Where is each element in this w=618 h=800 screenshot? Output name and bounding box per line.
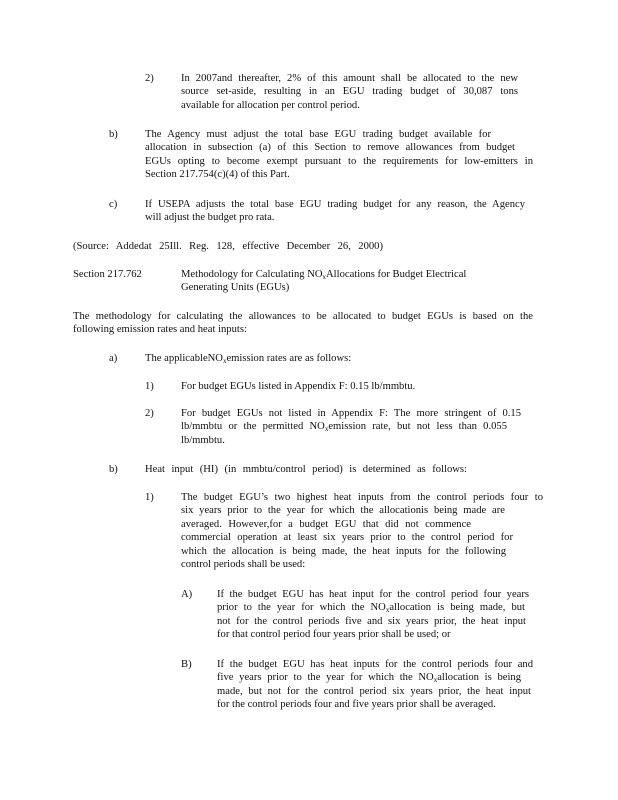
item-text	[217, 658, 534, 712]
section-number: Section 217.762	[73, 269, 142, 280]
item-label: c)	[109, 199, 118, 210]
item-label: b)	[109, 464, 118, 475]
text-line: five years prior to the year for which the $NO_xallocation$ is being	[217, 672, 521, 685]
title-line: Methodology for Calculating $NO_xAllocations$ for Budget Electrical	[181, 269, 467, 281]
text-line: for that control period four years prior shall be used; or	[217, 629, 451, 641]
text-line: The Agency must adjust the total base EGU trading budget available for	[145, 129, 491, 140]
text-line: The budget EGU’s two highest heat inputs from the control periods four to	[181, 492, 543, 503]
text-line: For budget EGUs listed in Appendix F: 0.15 lb/mmbtu.	[181, 381, 416, 392]
text-line: allocation in subsection (a) of this Section to remove allowances from budget	[145, 142, 515, 154]
text-line: EGUs opting to become exempt pursuant to the requirements for low-emitters in	[145, 155, 533, 167]
source-text: (Source: Addedat 25Ill. Reg. 128, effective December 26, 2000)	[73, 241, 383, 252]
item-label: 1)	[145, 492, 154, 503]
text-line: If the budget EGU has heat inputs for the control periods four and	[217, 659, 533, 670]
item-text	[181, 407, 521, 447]
item-text	[181, 72, 518, 112]
item-text	[181, 491, 543, 571]
text-line: available for allocation per control period.	[181, 99, 360, 111]
text-line: which the allocation is being made, the heat inputs for the following	[181, 545, 506, 557]
item-label: a)	[109, 353, 118, 364]
text-line: prior to the year for which the $NO_xallocation$ is being made, but	[217, 602, 525, 615]
text-line: source set-aside, resulting in an EGU trading budget of 30,087 tons	[181, 86, 518, 98]
source-note	[73, 240, 383, 253]
text-line: The methodology for calculating the allowances to be allocated to budget EGUs is based on the	[73, 311, 533, 322]
text-line: If USEPA adjusts the total base EGU trading budget for any reason, the Agency	[145, 199, 525, 210]
text-line: control periods shall be used:	[181, 559, 306, 571]
section-title	[181, 268, 501, 295]
text-line: not for the control periods five and six years prior, the heat input	[217, 615, 526, 627]
item-text	[181, 380, 501, 393]
item-text	[145, 128, 533, 182]
text-line: will adjust the budget pro rata.	[145, 212, 275, 224]
text-line: If the budget EGU has heat input for the control period four years	[217, 589, 529, 600]
item-label: A)	[181, 589, 193, 600]
item-label: 1)	[145, 381, 154, 392]
text-line: Heat input (HI) (in mmbtu/control period) is determined as follows:	[145, 464, 467, 475]
item-text	[145, 463, 467, 476]
title-line: Generating Units (EGUs)	[181, 282, 290, 294]
item-text	[145, 198, 525, 225]
text-line: following emission rates and heat inputs:	[73, 324, 247, 336]
item-text	[217, 588, 529, 642]
text-line: For budget EGUs not listed in Appendix F: The more stringent of 0.15	[181, 408, 521, 419]
intro-paragraph	[73, 310, 533, 337]
text-line: lb/mmbtu or the permitted $NO_xemission$ rate, but not less than 0.055	[181, 421, 507, 434]
text-line: Section 217.754(c)(4) of this Part.	[145, 169, 290, 181]
text-line: for the control periods four and five years prior shall be averaged.	[217, 699, 496, 711]
item-label: b)	[109, 129, 118, 140]
text-line: averaged. However,for a budget EGU that did not commence	[181, 518, 471, 530]
item-text	[145, 352, 505, 365]
text-line: commercial operation at least six years prior to the control period for	[181, 532, 513, 544]
text-line: In 2007and thereafter, 2% of this amount shall be allocated to the new	[181, 73, 518, 84]
item-label: 2)	[145, 73, 154, 84]
item-label: 2)	[145, 408, 154, 419]
item-label: B)	[181, 659, 192, 670]
text-line: made, but not for the control period six years prior, the heat input	[217, 685, 531, 697]
text-line: six years prior to the year for which the allocationis being made are	[181, 505, 505, 517]
text-line: lb/mmbtu.	[181, 434, 225, 446]
text-line: The applicableNO$_x$emission rates are as follows:	[145, 353, 352, 365]
